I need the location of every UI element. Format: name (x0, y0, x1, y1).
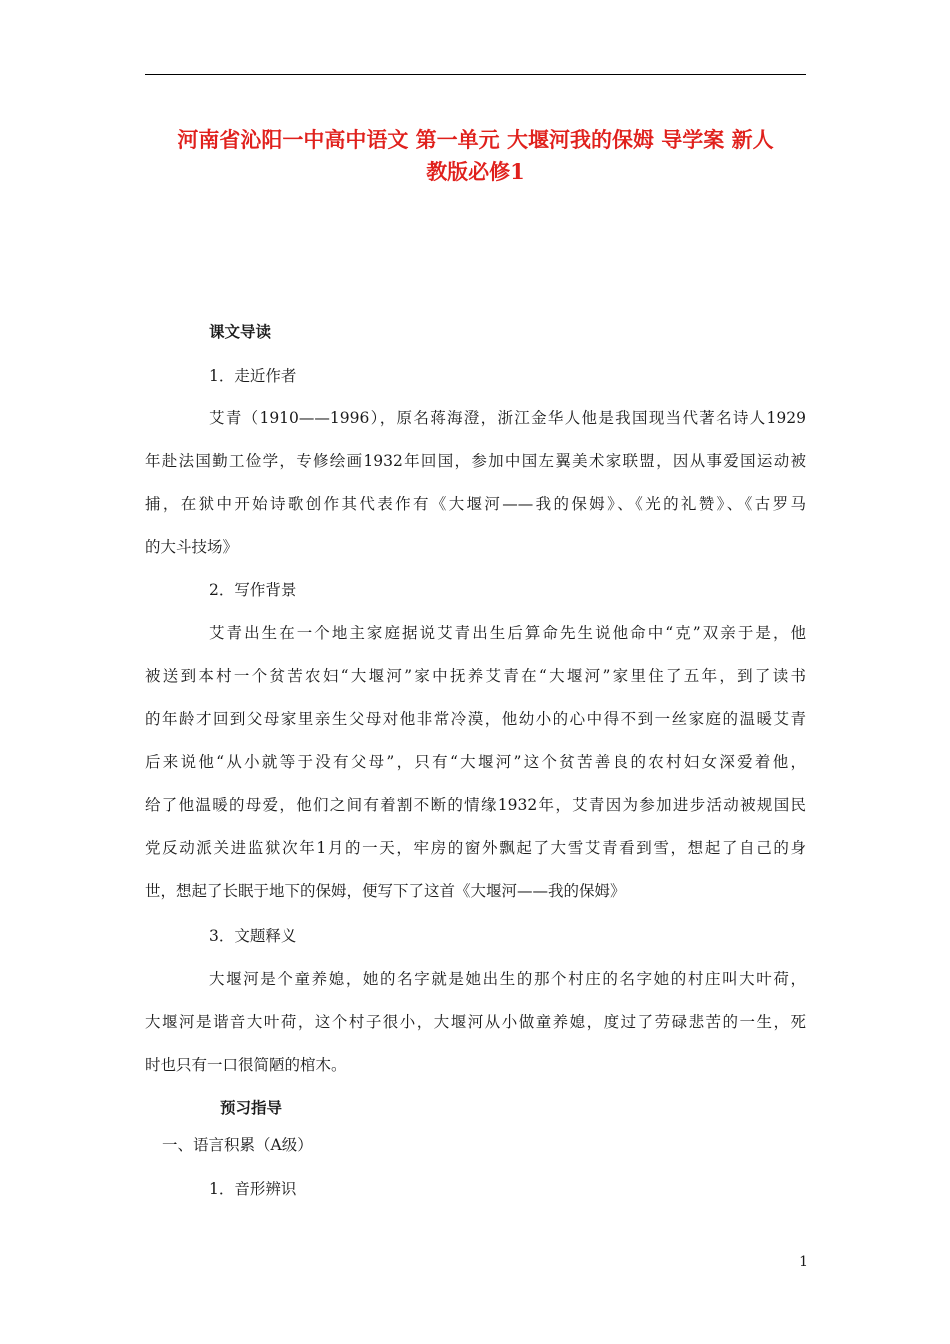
document-title (145, 124, 806, 188)
paragraph-line: 被送到本村一个贫苦农妇“大堰河”家中抚养艾青在“大堰河”家里住了五年，到了读书 (145, 667, 806, 685)
header-rule (145, 74, 806, 75)
paragraph-line: 大堰河是谐音大叶荷，这个村子很小，大堰河从小做童养媳，度过了劳碌悲苦的一生，死 (145, 1013, 806, 1031)
item-label-pronunciation: 1．音形辨识 (209, 1180, 297, 1198)
paragraph-line: 艾青（1910——1996），原名蒋海澄，浙江金华人他是我国现当代著名诗人1929 (209, 409, 806, 427)
sub-heading-language: 一、语言积累（A级） (162, 1136, 313, 1154)
paragraph-line: 给了他温暖的母爱，他们之间有着割不断的情缘1932年，艾青因为参加进步活动被规国民 (145, 796, 806, 814)
item-label-author: 1．走近作者 (209, 367, 297, 385)
paragraph-line: 世，想起了长眠于地下的保姆，便写下了这首《大堰河——我的保姆》 (145, 882, 626, 900)
section-heading-reading: 课文导读 (209, 322, 272, 341)
paragraph-line: 年赴法国勤工俭学，专修绘画1932年回国，参加中国左翼美术家联盟，因从事爱国运动被 (145, 452, 806, 470)
item-label-background: 2．写作背景 (209, 581, 297, 599)
section-heading-preview: 预习指导 (220, 1098, 283, 1117)
paragraph-line: 大堰河是个童养媳，她的名字就是她出生的那个村庄的名字她的村庄叫大叶荷， (209, 970, 806, 988)
paragraph-line: 捕，在狱中开始诗歌创作其代表作有《大堰河——我的保姆》、《光的礼赞》、《古罗马 (145, 495, 806, 513)
paragraph-line: 后来说他“从小就等于没有父母”，只有“大堰河”这个贫苦善良的农村妇女深爱着他， (145, 753, 806, 771)
paragraph-line: 的大斗技场》 (145, 538, 239, 556)
paragraph-line: 时也只有一口很简陋的棺木。 (145, 1056, 347, 1074)
paragraph-line: 艾青出生在一个地主家庭据说艾青出生后算命先生说他命中“克”双亲于是，他 (209, 624, 806, 642)
item-label-title-meaning: 3．文题释义 (209, 927, 297, 945)
paragraph-line: 的年龄才回到父母家里亲生父母对他非常冷漠，他幼小的心中得不到一丝家庭的温暖艾青 (145, 710, 806, 728)
page-number: 1 (799, 1254, 808, 1270)
title-line-2: 教版必修1 (426, 159, 525, 184)
title-line-1: 河南省沁阳一中高中语文 第一单元 大堰河我的保姆 导学案 新人 (177, 127, 774, 152)
paragraph-line: 党反动派关进监狱次年1月的一天，牢房的窗外飘起了大雪艾青看到雪，想起了自己的身 (145, 839, 806, 857)
